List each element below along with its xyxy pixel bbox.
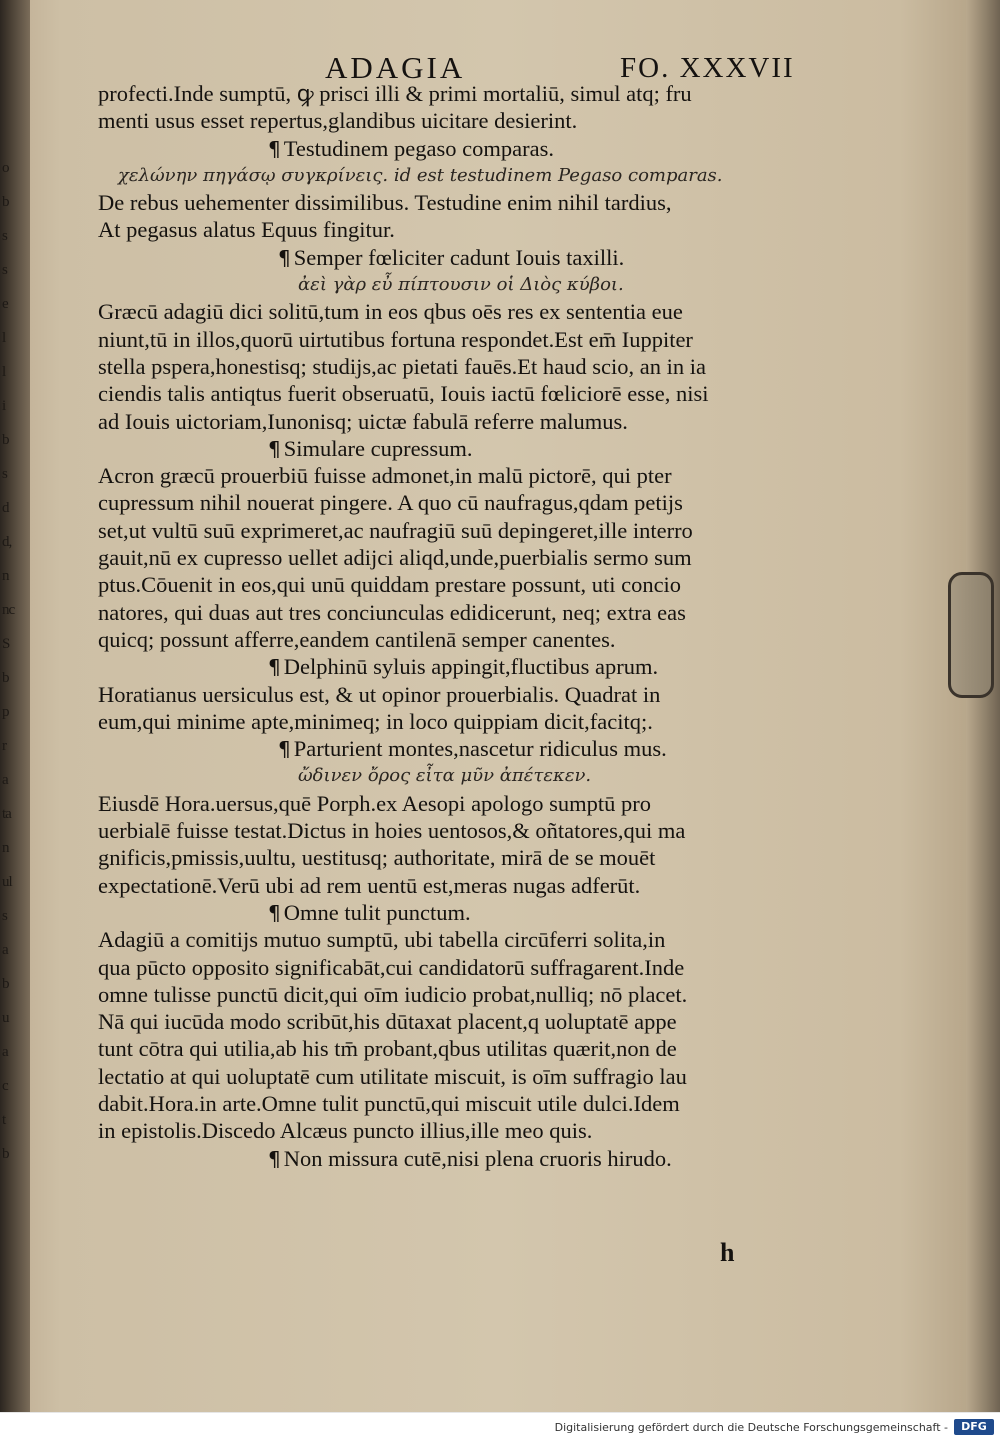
line-text: eum,qui minime apte,minimeq; in loco quippiam dicit,facitq;.	[98, 708, 653, 734]
margin-fragment: p	[2, 704, 9, 720]
margin-fragment: S	[2, 636, 10, 652]
line-text: Græcū adagiū dici solitū,tum in eos qbus oēs res ex sententia eue	[98, 299, 683, 325]
text-line	[98, 189, 818, 216]
margin-fragment: b	[2, 432, 9, 448]
line-text: ἀεὶ γὰρ εὖ πίπτουσιν οἱ Διὸς κύβοι.	[298, 274, 624, 296]
margin-fragment: ul	[2, 874, 12, 890]
line-text: Simulare cupressum.	[283, 435, 473, 461]
margin-fragment: r	[2, 738, 6, 754]
text-line	[98, 271, 818, 298]
text-line	[98, 1090, 818, 1117]
margin-fragment: t	[2, 1112, 6, 1128]
text-line	[98, 817, 818, 844]
line-text: ad Iouis uictoriam,Iunonisq; uictæ fabulā referre malumus.	[98, 408, 628, 434]
margin-fragment: d	[2, 500, 9, 516]
line-text: cupressum nihil nouerat pingere. A quo cū naufragus,qdam petijs	[98, 490, 683, 516]
facing-page-edge	[0, 0, 30, 1412]
line-text: menti usus esset repertus,glandibus uicitare desierint.	[98, 108, 578, 134]
text-line	[98, 954, 818, 981]
text-line	[98, 844, 818, 871]
text-line	[98, 981, 818, 1008]
line-text: Delphinū syluis appingit,fluctibus aprum.	[283, 654, 659, 680]
text-line	[98, 735, 818, 762]
margin-fragment: o	[2, 160, 9, 176]
text-line	[98, 380, 818, 407]
line-text: χελώνην πηγάσῳ συγκρίνεις. id est testudinem Pegaso comparas.	[118, 164, 723, 186]
running-head-title: ADAGIA	[325, 50, 466, 85]
text-line	[98, 353, 818, 380]
line-text: natores, qui duas aut tres conciunculas edidicerunt, neq; extra eas	[98, 599, 686, 625]
margin-fragment: i	[2, 398, 6, 414]
margin-fragment: n	[2, 568, 9, 584]
text-line	[98, 653, 818, 680]
text-line	[98, 790, 818, 817]
line-text: profecti.Inde sumptū, ꝙ prisci illi & primi mortaliū, simul atq; fru	[98, 81, 692, 106]
margin-fragment: b	[2, 1146, 9, 1162]
line-text: At pegasus alatus Equus fingitur.	[98, 217, 395, 243]
pilcrow-icon: ¶	[268, 655, 281, 680]
text-line	[98, 80, 818, 107]
pilcrow-icon: ¶	[268, 1146, 281, 1171]
text-line	[98, 708, 818, 735]
margin-fragment: l	[2, 330, 6, 346]
margin-fragment: ta	[2, 806, 11, 822]
line-text: Testudinem pegaso comparas.	[283, 135, 554, 161]
line-text: Omne tulit punctum.	[283, 899, 471, 925]
margin-fragment: s	[2, 908, 7, 924]
margin-fragment: s	[2, 262, 7, 278]
book-page	[40, 50, 830, 1270]
margin-fragment: c	[2, 1078, 8, 1094]
pilcrow-icon: ¶	[278, 245, 291, 270]
dfg-logo: DFG	[954, 1419, 994, 1435]
margin-fragment: d,	[2, 534, 12, 550]
line-text: ciendis talis antiqtus fuerit obseruatū, Iouis iactū fœliciorē esse, nisi	[98, 381, 709, 407]
text-line	[98, 681, 818, 708]
margin-fragment: nc	[2, 602, 15, 618]
margin-fragment: s	[2, 466, 7, 482]
text-line	[98, 135, 818, 162]
line-text: Adagiū a comitijs mutuo sumptū, ubi tabella circūferri solita,in	[98, 927, 666, 953]
text-line	[98, 216, 818, 243]
text-line	[98, 489, 818, 516]
line-text: dabit.Hora.in arte.Omne tulit punctū,qui miscuit utile dulci.Idem	[98, 1090, 680, 1116]
margin-fragment: b	[2, 194, 9, 210]
text-line	[98, 244, 818, 271]
line-text: quicq; possunt afferre,eandem cantilenā semper canentes.	[98, 626, 616, 652]
text-line	[98, 1035, 818, 1062]
line-text: De rebus uehementer dissimilibus. Testudine enim nihil tardius,	[98, 190, 672, 216]
line-text: Semper fœliciter cadunt Iouis taxilli.	[293, 244, 625, 270]
line-text: Horatianus uersiculus est, & ut opinor prouerbialis. Quadrat in	[98, 681, 661, 707]
line-text: niunt,tū in illos,quorū uirtutibus fortuna respondet.Est em̄ Iuppiter	[98, 326, 693, 352]
text-line	[98, 899, 818, 926]
text-line	[98, 517, 818, 544]
text-line	[98, 544, 818, 571]
text-line	[98, 1008, 818, 1035]
pilcrow-icon: ¶	[268, 136, 281, 161]
line-text: set,ut vultū suū exprimeret,ac naufragiū suū depingeret,ille interro	[98, 517, 693, 543]
page-fore-edge	[966, 0, 1000, 1412]
line-text: expectationē.Verū ubi ad rem uentū est,meras nugas adferūt.	[98, 872, 641, 898]
line-text: Eiusdē Hora.uersus,quē Porph.ex Aesopi apologo sumptū pro	[98, 790, 652, 816]
line-text: qua pūcto opposito significabāt,cui candidatorū suffragarent.Inde	[98, 954, 685, 980]
line-text: ὤδινεν ὄρος εἶτα μῦν ἀπέτεκεν.	[298, 765, 592, 787]
line-text: gauit,nū ex cupresso uellet adijci aliqd,unde,puerbialis sermo sum	[98, 545, 692, 571]
text-line	[98, 462, 818, 489]
text-line	[98, 599, 818, 626]
text-line	[98, 1063, 818, 1090]
signature-mark: h	[720, 1238, 735, 1267]
text-line	[98, 626, 818, 653]
text-line	[98, 571, 818, 598]
margin-fragment: u	[2, 1010, 9, 1026]
line-text: in epistolis.Discedo Alcæus puncto illius,ille meo quis.	[98, 1118, 593, 1144]
text-line	[98, 1145, 818, 1172]
text-line	[98, 162, 818, 189]
line-text: tunt cōtra qui utilia,ab his tm̄ probant,qbus utilitas quærit,non de	[98, 1036, 677, 1062]
folio-number: FO. XXXVII	[620, 52, 795, 84]
margin-fragment: n	[2, 840, 9, 856]
pilcrow-icon: ¶	[268, 900, 281, 925]
line-text: Parturient montes,nascetur ridiculus mus.	[293, 736, 667, 762]
margin-fragment: b	[2, 670, 9, 686]
text-line	[98, 326, 818, 353]
margin-fragment: a	[2, 772, 8, 788]
text-line	[98, 926, 818, 953]
line-text: stella pspera,honestisq; studijs,ac pietati fauēs.Et haud scio, an in ia	[98, 353, 706, 379]
book-clasp	[948, 572, 994, 698]
text-line	[98, 408, 818, 435]
line-text: uerbialē fuisse testat.Dictus in hoies uentosos,& oñtatores,qui ma	[98, 818, 686, 844]
line-text: Acron græcū prouerbiū fuisse admonet,in malū pictorē, qui pter	[98, 463, 672, 489]
margin-fragment: l	[2, 364, 6, 380]
margin-fragment: a	[2, 1044, 8, 1060]
text-line	[98, 435, 818, 462]
text-line	[98, 1117, 818, 1144]
margin-fragment: s	[2, 228, 7, 244]
pilcrow-icon: ¶	[278, 737, 291, 762]
footer-bar	[0, 1412, 1000, 1442]
text-line	[98, 762, 818, 789]
line-text: lectatio at qui uoluptatē cum utilitate miscuit, is oīm suffragio lau	[98, 1063, 687, 1089]
funding-credit: Digitalisierung gefördert durch die Deutsche Forschungsgemeinschaft -	[554, 1421, 948, 1434]
text-line	[98, 872, 818, 899]
line-text: Nā qui iucūda modo scribūt,his dūtaxat placent,q uoluptatē appe	[98, 1009, 677, 1035]
line-text: Non missura cutē,nisi plena cruoris hirudo.	[283, 1145, 672, 1171]
margin-fragment: e	[2, 296, 8, 312]
line-text: ptus.Cōuenit in eos,qui unū quiddam prestare possunt, uti concio	[98, 572, 682, 598]
pilcrow-icon: ¶	[268, 436, 281, 461]
text-line	[98, 107, 818, 134]
line-text: gnificis,pmissis,uultu, uestitusq; authoritate, mirā de se mouēt	[98, 845, 656, 871]
line-text: omne tulisse punctū dicit,qui oīm iudicio probat,nulliq; nō placet.	[98, 981, 688, 1007]
margin-fragment: b	[2, 976, 9, 992]
page-body	[98, 80, 818, 1172]
margin-fragment: a	[2, 942, 8, 958]
text-line	[98, 298, 818, 325]
